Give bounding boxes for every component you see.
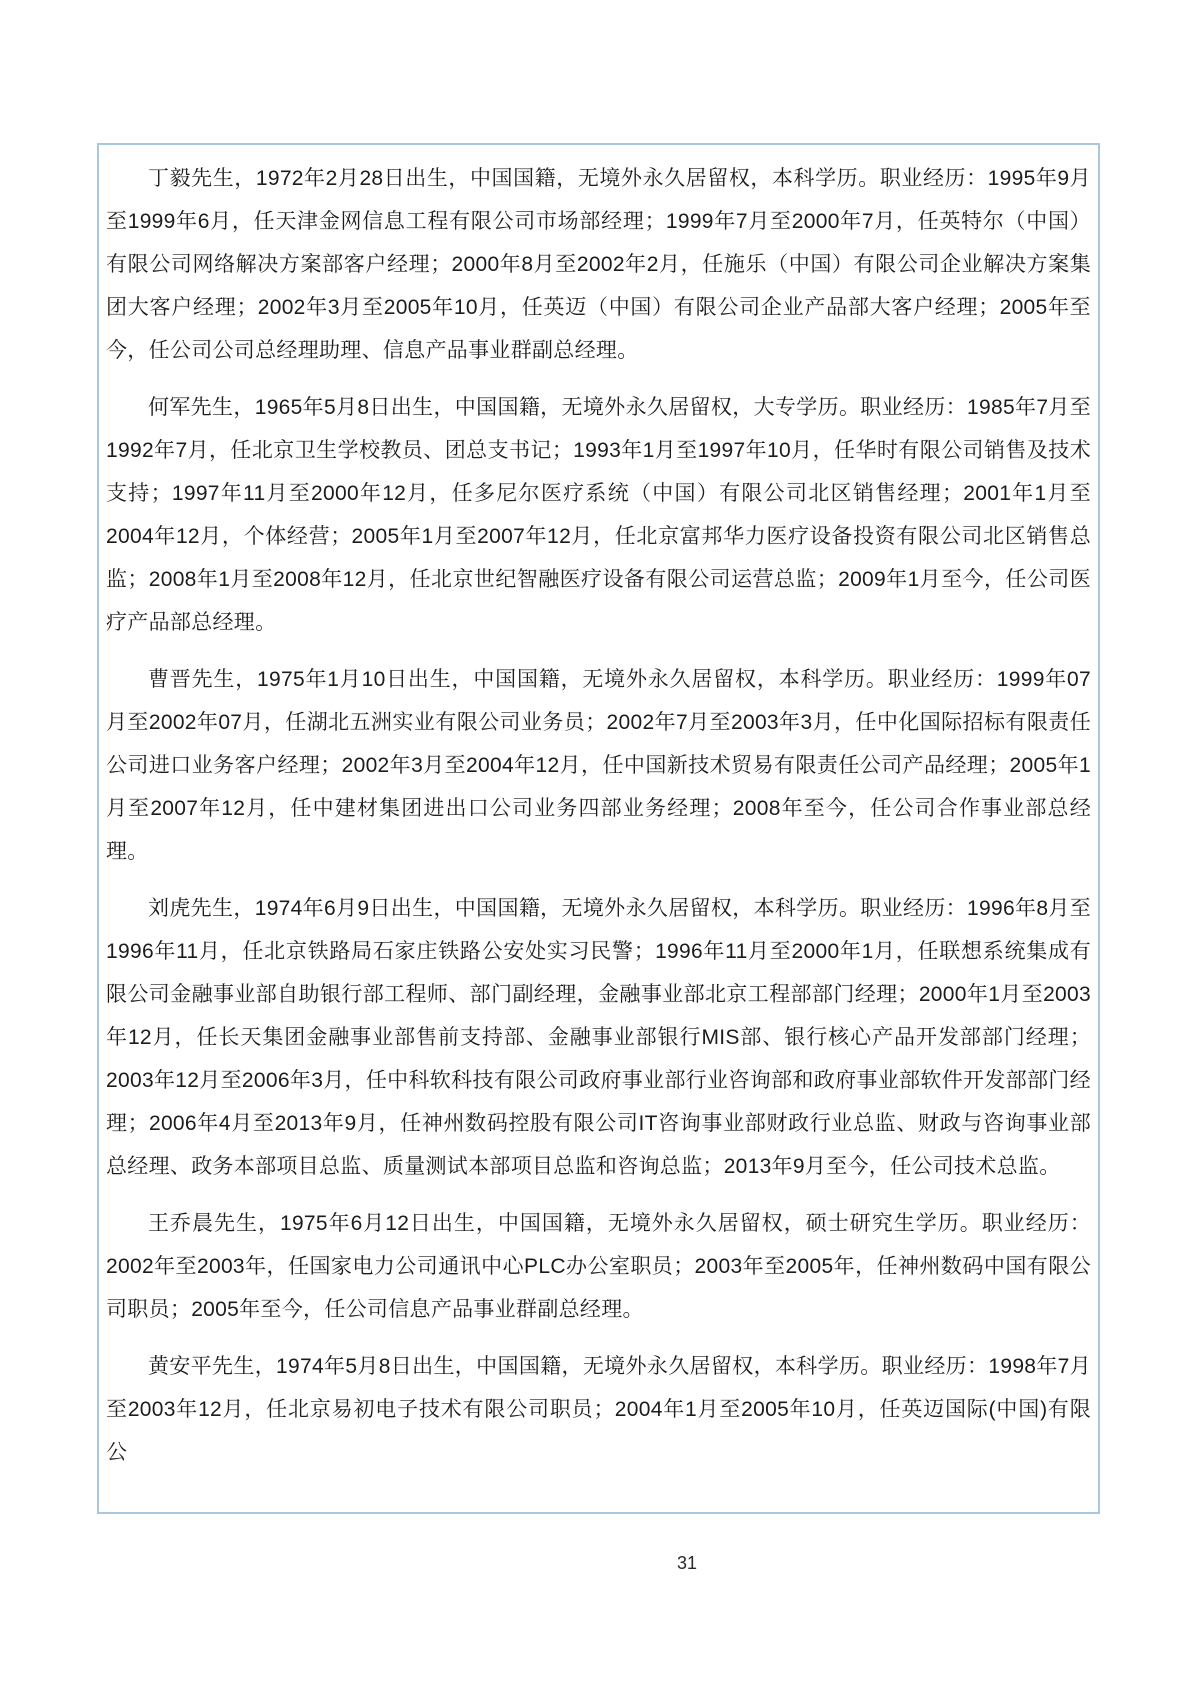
biography-paragraph-ding-yi: 丁毅先生，1972年2月28日出生，中国国籍，无境外永久居留权，本科学历。职业经历：1995年9月至1999年6月，任天津金网信息工程有限公司市场部经理；1999年7月至2000年7月，任英特尔（中国）有限公司网络解决方案部客户经理；2000年8月至2002年2月，任施乐（中国）有限公司企业解决方案集团大客户经理；2002年3月至2005年10月，任英迈（中国）有限公司企业产品部大客户经理；2005年至今，任公司公司总经理助理、信息产品事业群副总经理。 (106, 167, 1091, 362)
biography-text-panel (97, 143, 1100, 1514)
page-number: 31 (676, 1553, 698, 1573)
biography-paragraph-wang-qiaochen: 王乔晨先生，1975年6月12日出生，中国国籍，无境外永久居留权，硕士研究生学历。职业经历：2002年至2003年，任国家电力公司通讯中心PLC办公室职员；2003年至2005年，任神州数码中国有限公司职员；2005年至今，任公司信息产品事业群副总经理。 (106, 1212, 1091, 1321)
biography-paragraph-cao-jin: 曹晋先生，1975年1月10日出生，中国国籍，无境外永久居留权，本科学历。职业经历：1999年07月至2002年07月，任湖北五洲实业有限公司业务员；2002年7月至2003年3月，任中化国际招标有限责任公司进口业务客户经理；2002年3月至2004年12月，任中国新技术贸易有限责任公司产品经理；2005年1月至2007年12月，任中建材集团进出口公司业务四部业务经理；2008年至今，任公司合作事业部总经理。 (106, 668, 1091, 863)
biography-paragraph-liu-hu: 刘虎先生，1974年6月9日出生，中国国籍，无境外永久居留权，本科学历。职业经历：1996年8月至1996年11月，任北京铁路局石家庄铁路公安处实习民警；1996年11月至2000年1月，任联想系统集成有限公司金融事业部自助银行部工程师、部门副经理，金融事业部北京工程部部门经理；2000年1月至2003年12月，任长天集团金融事业部售前支持部、金融事业部银行MIS部、银行核心产品开发部部门经理；2003年12月至2006年3月，任中科软科技有限公司政府事业部行业咨询部和政府事业部软件开发部部门经理；2006年4月至2013年9月，任神州数码控股有限公司IT咨询事业部财政行业总监、财政与咨询事业部总经理、政务本部项目总监、质量测试本部项目总监和咨询总监；2013年9月至今，任公司技术总监。 (106, 897, 1091, 1178)
biography-paragraph-he-jun: 何军先生，1965年5月8日出生，中国国籍，无境外永久居留权，大专学历。职业经历：1985年7月至1992年7月，任北京卫生学校教员、团总支书记；1993年1月至1997年10月，任华时有限公司销售及技术支持；1997年11月至2000年12月，任多尼尔医疗系统（中国）有限公司北区销售经理；2001年1月至2004年12月，个体经营；2005年1月至2007年12月，任北京富邦华力医疗设备投资有限公司北区销售总监；2008年1月至2008年12月，任北京世纪智融医疗设备有限公司运营总监；2009年1月至今，任公司医疗产品部总经理。 (106, 396, 1091, 634)
biography-paragraph-huang-anping: 黄安平先生，1974年5月8日出生，中国国籍，无境外永久居留权，本科学历。职业经历：1998年7月至2003年12月，任北京易初电子技术有限公司职员；2004年1月至2005年10月，任英迈国际(中国)有限公 (106, 1355, 1091, 1464)
